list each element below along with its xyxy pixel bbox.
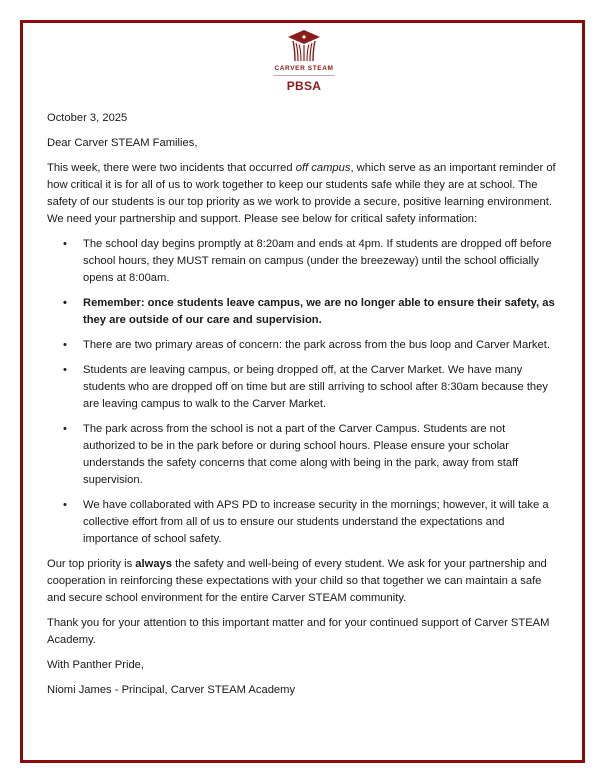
signature: Niomi James - Principal, Carver STEAM Academy <box>47 684 296 696</box>
school-name: CARVER STEAM <box>274 65 334 72</box>
list-item: • We have collaborated with APS PD to increase security in the mornings; however, it will take a collective effort from all of us to ensure our students understand the expectations and importance of school safety. <box>83 497 557 548</box>
intro-text: This week, there were two incidents that occurred <box>47 162 296 174</box>
list-item: • There are two primary areas of concern: the park across from the bus loop and Carver Market. <box>83 337 557 354</box>
thanks-paragraph: Thank you for your attention to this important matter and for your continued support of Carver STEAM Academy. <box>47 617 550 646</box>
list-item: • Remember: once students leave campus, we are no longer able to ensure their safety, as they are outside of our care and supervision. <box>83 295 557 329</box>
intro-text-cont: , which serve as an important reminder of how critical it is for all of us to work together to keep our students safe while they are at school. The safety of our students is our top priority as we work to provide a secure, positive learning environment. We need your partnership and support. Please see below for critical safety information: <box>47 162 556 225</box>
letter-body <box>47 110 557 707</box>
logo-divider <box>273 75 335 76</box>
intro-italic: off campus <box>295 162 351 174</box>
mortarboard-building-icon <box>286 28 322 64</box>
priority-text: Our top priority is <box>47 558 136 570</box>
intro-paragraph <box>47 160 557 228</box>
list-item: • The school day begins promptly at 8:20am and ends at 4pm. If students are dropped off before school hours, they MUST remain on campus (under the breezeway) until the school officially opens at 8:00am. <box>83 236 557 287</box>
list-item: • Students are leaving campus, or being dropped off, at the Carver Market. We have many students who are dropped off on time but are still arriving to school after 8:30am because they are leaving campus to walk to the Carver Market. <box>83 362 557 413</box>
priority-bold: always <box>135 558 172 570</box>
salutation: Dear Carver STEAM Families, <box>47 137 198 149</box>
priority-text-cont: the safety and well-being of every student. We ask for your partnership and cooperation in reinforcing these expectations with your child so that together we can maintain a safe and secure school environment for the entire Carver STEAM community. <box>47 558 547 604</box>
program-name: PBSA <box>286 79 322 93</box>
list-item: • The park across from the school is not a part of the Carver Campus. Students are not authorized to be in the park before or during school hours. Please ensure your scholar understands the safety concerns that come along with being in the park, away from staff supervision. <box>83 421 557 489</box>
closing: With Panther Pride, <box>47 659 145 671</box>
letter-date: October 3, 2025 <box>47 112 128 124</box>
school-logo <box>266 28 342 98</box>
priority-paragraph <box>47 556 557 607</box>
safety-list <box>47 236 557 548</box>
